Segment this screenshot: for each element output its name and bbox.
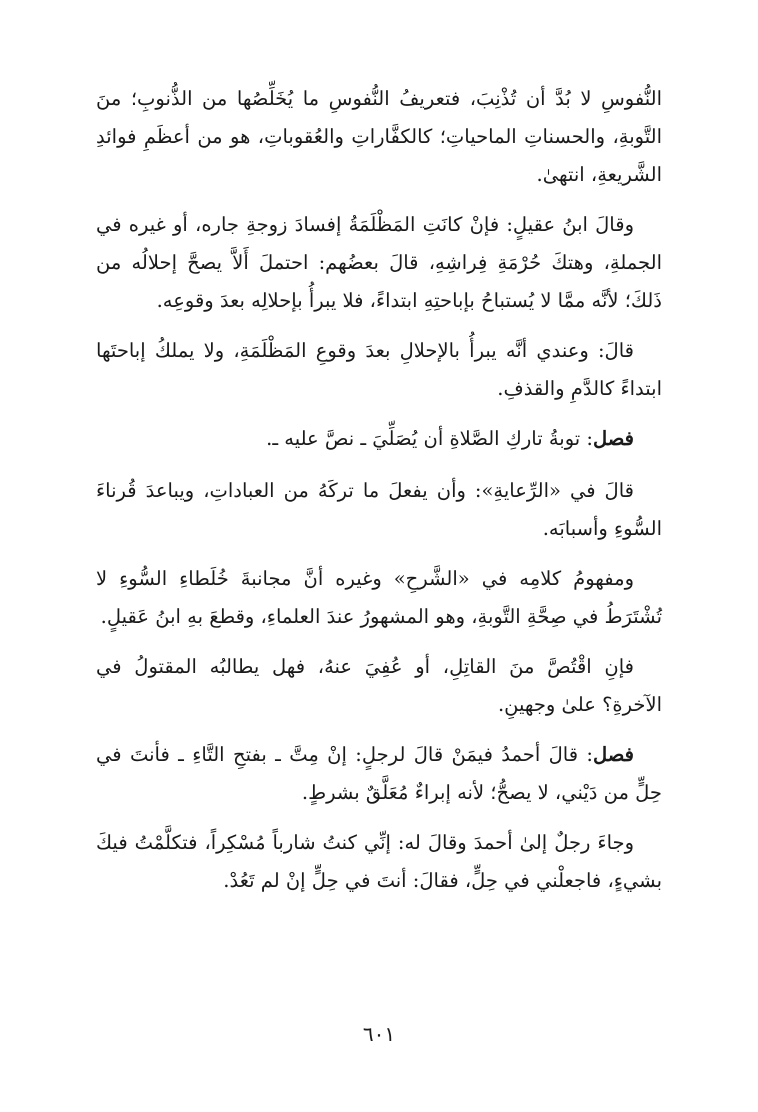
paragraph-2	[96, 206, 662, 320]
paragraph-6	[96, 560, 662, 636]
paragraph-5	[96, 472, 662, 548]
paragraph-9	[96, 824, 662, 900]
paragraph-2-text: وقالَ ابنُ عقيلٍ: فإنْ كانَتِ المَظْلَمَةُ إفسادَ زوجةِ جاره، أو غيره في الجملةِ، وهتكَ حُرْمَةِ فِراشِهِ، قالَ بعضُهم: احتملَ أَلاَّ يصحَّ إحلالُه من ذَلكَ؛ لأنَّه ممَّا لا يُستباحُ بإباحتِهِ ابتداءً، فلا يبرأُ بإحلالِه بعدَ وقوعِه.	[96, 213, 662, 312]
paragraph-9-text: وجاءَ رجلٌ إلىٰ أحمدَ وقالَ له: إنِّي كنتُ شارباً مُسْكِراً، فتكلَّمْتُ فيكَ بشيءٍ، فاجعلْني في حِلٍّ، فقالَ: أنتَ في حِلٍّ إنْ لم تَعُدْ.	[96, 831, 662, 892]
paragraph-5-text: قالَ في «الرِّعايةِ»: وأن يفعلَ ما تركَهُ من العباداتِ، ويباعدَ قُرناءَ السُّوءِ وأسبابَه.	[96, 479, 662, 540]
page-body	[96, 80, 662, 912]
section-heading-ahmad	[96, 736, 662, 812]
section-lead-word-2: فصل	[593, 743, 634, 766]
section-heading-prayer	[96, 420, 662, 458]
paragraph-7	[96, 648, 662, 724]
paragraph-1	[96, 80, 662, 194]
paragraph-8-text: : قالَ أحمدُ فيمَنْ قالَ لرجلٍ: إنْ مِتَّ ـ بفتحِ التَّاءِ ـ فأنتَ في حِلٍّ من دَيْني، لا يصحُّ؛ لأنه إبراءٌ مُعَلَّقٌ بشرطٍ.	[96, 743, 662, 804]
paragraph-6-text: ومفهومُ كلامِه في «الشَّرحِ» وغيره أنَّ مجانبةَ خُلَطاءِ السُّوءِ لا تُشْتَرَطُ في صِحَّةِ التَّوبةِ، وهو المشهورُ عندَ العلماءِ، وقطعَ بهِ ابنُ عَقيلٍ.	[96, 567, 662, 628]
paragraph-7-text: فإنِ اقْتُصَّ منَ القاتِلِ، أو عُفِيَ عنهُ، فهل يطالبُه المقتولُ في الآخرةِ؟ علىٰ وجهينِ.	[96, 655, 662, 716]
paragraph-3	[96, 332, 662, 408]
page-number: ٦٠١	[362, 1022, 396, 1046]
paragraph-4-text: : توبةُ تاركِ الصَّلاةِ أن يُصَلِّيَ ـ نصَّ عليه ـ.	[266, 427, 593, 450]
paragraph-3-text: قالَ: وعندي أنَّه يبرأُ بالإحلالِ بعدَ وقوعِ المَظْلَمَةِ، ولا يملكُ إباحتَها ابتداءً كالدَّمِ والقذفِ.	[96, 339, 662, 400]
paragraph-1-text: النُّفوسِ لا بُدَّ أن تُذْنِبَ، فتعريفُ النُّفوسِ ما يُخَلِّصُها من الذُّنوبِ؛ منَ التَّوبةِ، والحسناتِ الماحياتِ؛ كالكفَّاراتِ والعُقوباتِ، هو من أعظَمِ فوائدِ الشَّريعةِ، انتهىٰ.	[96, 87, 662, 186]
section-lead-word: فصل	[593, 427, 634, 450]
